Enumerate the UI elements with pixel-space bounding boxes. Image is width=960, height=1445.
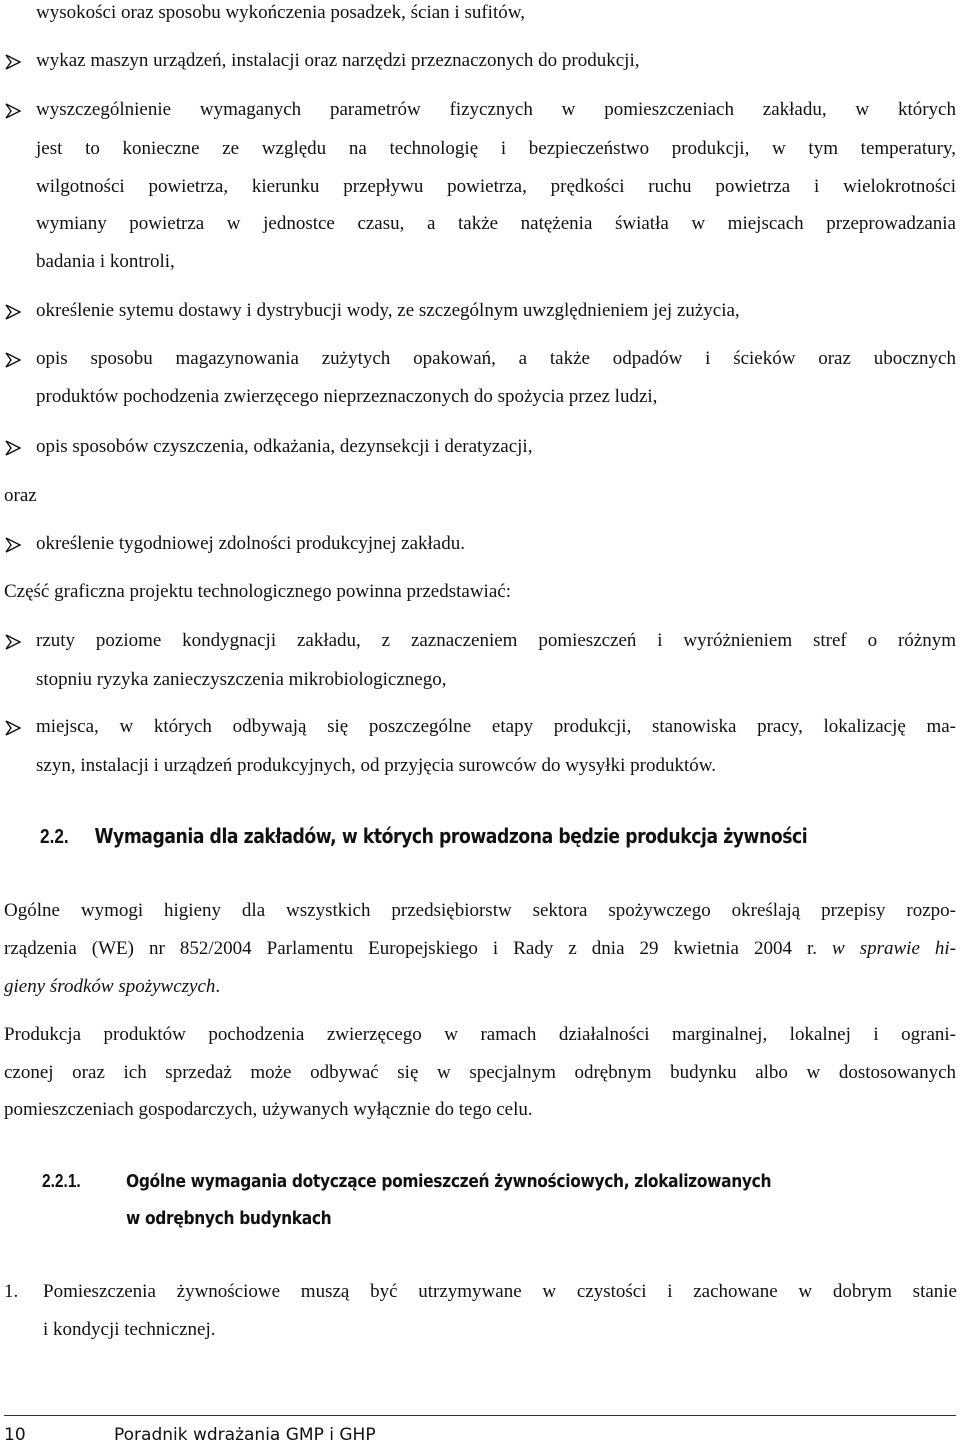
arrow-bullet-icon	[4, 303, 24, 323]
paragraph-line: gieny środków spożywczych.	[4, 976, 221, 997]
numbered-item-line: i kondycji technicznej.	[43, 1319, 216, 1340]
italic-citation: w sprawie hi-	[832, 938, 956, 959]
arrow-bullet-icon	[4, 351, 24, 371]
connector-word: oraz	[4, 485, 37, 506]
list-item: wykaz maszyn urządzeń, instalacji oraz narzędzi przeznaczonych do produkcji,	[36, 50, 640, 71]
list-item: opis sposobu magazynowania zużytych opakowań, a także odpadów i ścieków oraz ubocznych	[36, 348, 956, 369]
list-item-continuation: wysokości oraz sposobu wykończenia posadzek, ścian i sufitów,	[36, 2, 525, 23]
list-item-line: wilgotności powietrza, kierunku przepływu powietrza, prędkości ruchu powietrza i wielokrotności	[36, 176, 956, 197]
subsection-number: 2.2.1.	[42, 1171, 81, 1191]
subsection-title: Ogólne wymagania dotyczące pomieszczeń żywnościowych, zlokalizowanych	[126, 1171, 772, 1192]
list-item: określenie tygodniowej zdolności produkcyjnej zakładu.	[36, 533, 465, 554]
arrow-bullet-icon	[4, 102, 24, 122]
section-title: Wymagania dla zakładów, w których prowadzona będzie produkcja żywności	[94, 824, 808, 848]
list-item: wyszczególnienie wymaganych parametrów fizycznych w pomieszczeniach zakładu, w których	[36, 99, 956, 120]
list-item: określenie sytemu dostawy i dystrybucji wody, ze szczególnym uwzględnieniem jej zużycia,	[36, 300, 740, 321]
list-item-line: wymiany powietrza w jednostce czasu, a także natężenia światła w miejscach przeprowadzania	[36, 213, 956, 234]
page-number: 10	[4, 1425, 26, 1445]
list-item: rzuty poziome kondygnacji zakładu, z zaznaczeniem pomieszczeń i wyróżnieniem stref o różnym	[36, 630, 956, 651]
list-item: opis sposobów czyszczenia, odkażania, dezynsekcji i deratyzacji,	[36, 436, 533, 457]
list-item-line: szyn, instalacji i urządzeń produkcyjnych, od przyjęcia surowców do wysyłki produktów.	[36, 755, 716, 776]
arrow-bullet-icon	[4, 719, 24, 739]
numbered-item-number: 1.	[4, 1281, 19, 1302]
section-heading	[40, 824, 807, 849]
list-item-line: badania i kontroli,	[36, 251, 175, 272]
numbered-item: Pomieszczenia żywnościowe muszą być utrzymywane w czystości i zachowane w dobrym stanie	[43, 1281, 957, 1302]
arrow-bullet-icon	[4, 536, 24, 556]
arrow-bullet-icon	[4, 633, 24, 653]
arrow-bullet-icon	[4, 439, 24, 459]
paragraph-line: rządzenia (WE) nr 852/2004 Parlamentu Europejskiego i Rady z dnia 29 kwietnia 2004 r. w sprawie hi-	[4, 938, 956, 959]
subsection-title-line: w odrębnych budynkach	[126, 1208, 332, 1229]
list-item-line: stopniu ryzyka zanieczyszczenia mikrobiologicznego,	[36, 669, 447, 690]
paragraph-line: czonej oraz ich sprzedaż może odbywać się w specjalnym odrębnym budynku albo w dostosowanych	[4, 1062, 956, 1083]
arrow-bullet-icon	[4, 53, 24, 73]
subsection-heading	[42, 1171, 81, 1192]
paragraph-line: Ogólne wymogi higieny dla wszystkich przedsiębiorstw sektora spożywczego określają przepisy rozpo-	[4, 900, 956, 921]
italic-citation: gieny środków spożywczych	[4, 976, 216, 997]
paragraph: Część graficzna projektu technologicznego powinna przedstawiać:	[4, 581, 511, 602]
paragraph-line: pomieszczeniach gospodarczych, używanych wyłącznie do tego celu.	[4, 1099, 533, 1120]
paragraph-line: Produkcja produktów pochodzenia zwierzęcego w ramach działalności marginalnej, lokalnej i ograni-	[4, 1024, 956, 1045]
list-item-line: produktów pochodzenia zwierzęcego nieprzeznaczonych do spożycia przez ludzi,	[36, 386, 658, 407]
footer-divider	[4, 1415, 956, 1416]
list-item-line: jest to konieczne ze względu na technologię i bezpieczeństwo produkcji, w tym temperatury,	[36, 138, 956, 159]
footer-title: Poradnik wdrażania GMP i GHP	[114, 1425, 376, 1445]
section-number: 2.2.	[40, 826, 69, 848]
list-item: miejsca, w których odbywają się poszczególne etapy produkcji, stanowiska pracy, lokalizację ma-	[36, 716, 956, 737]
